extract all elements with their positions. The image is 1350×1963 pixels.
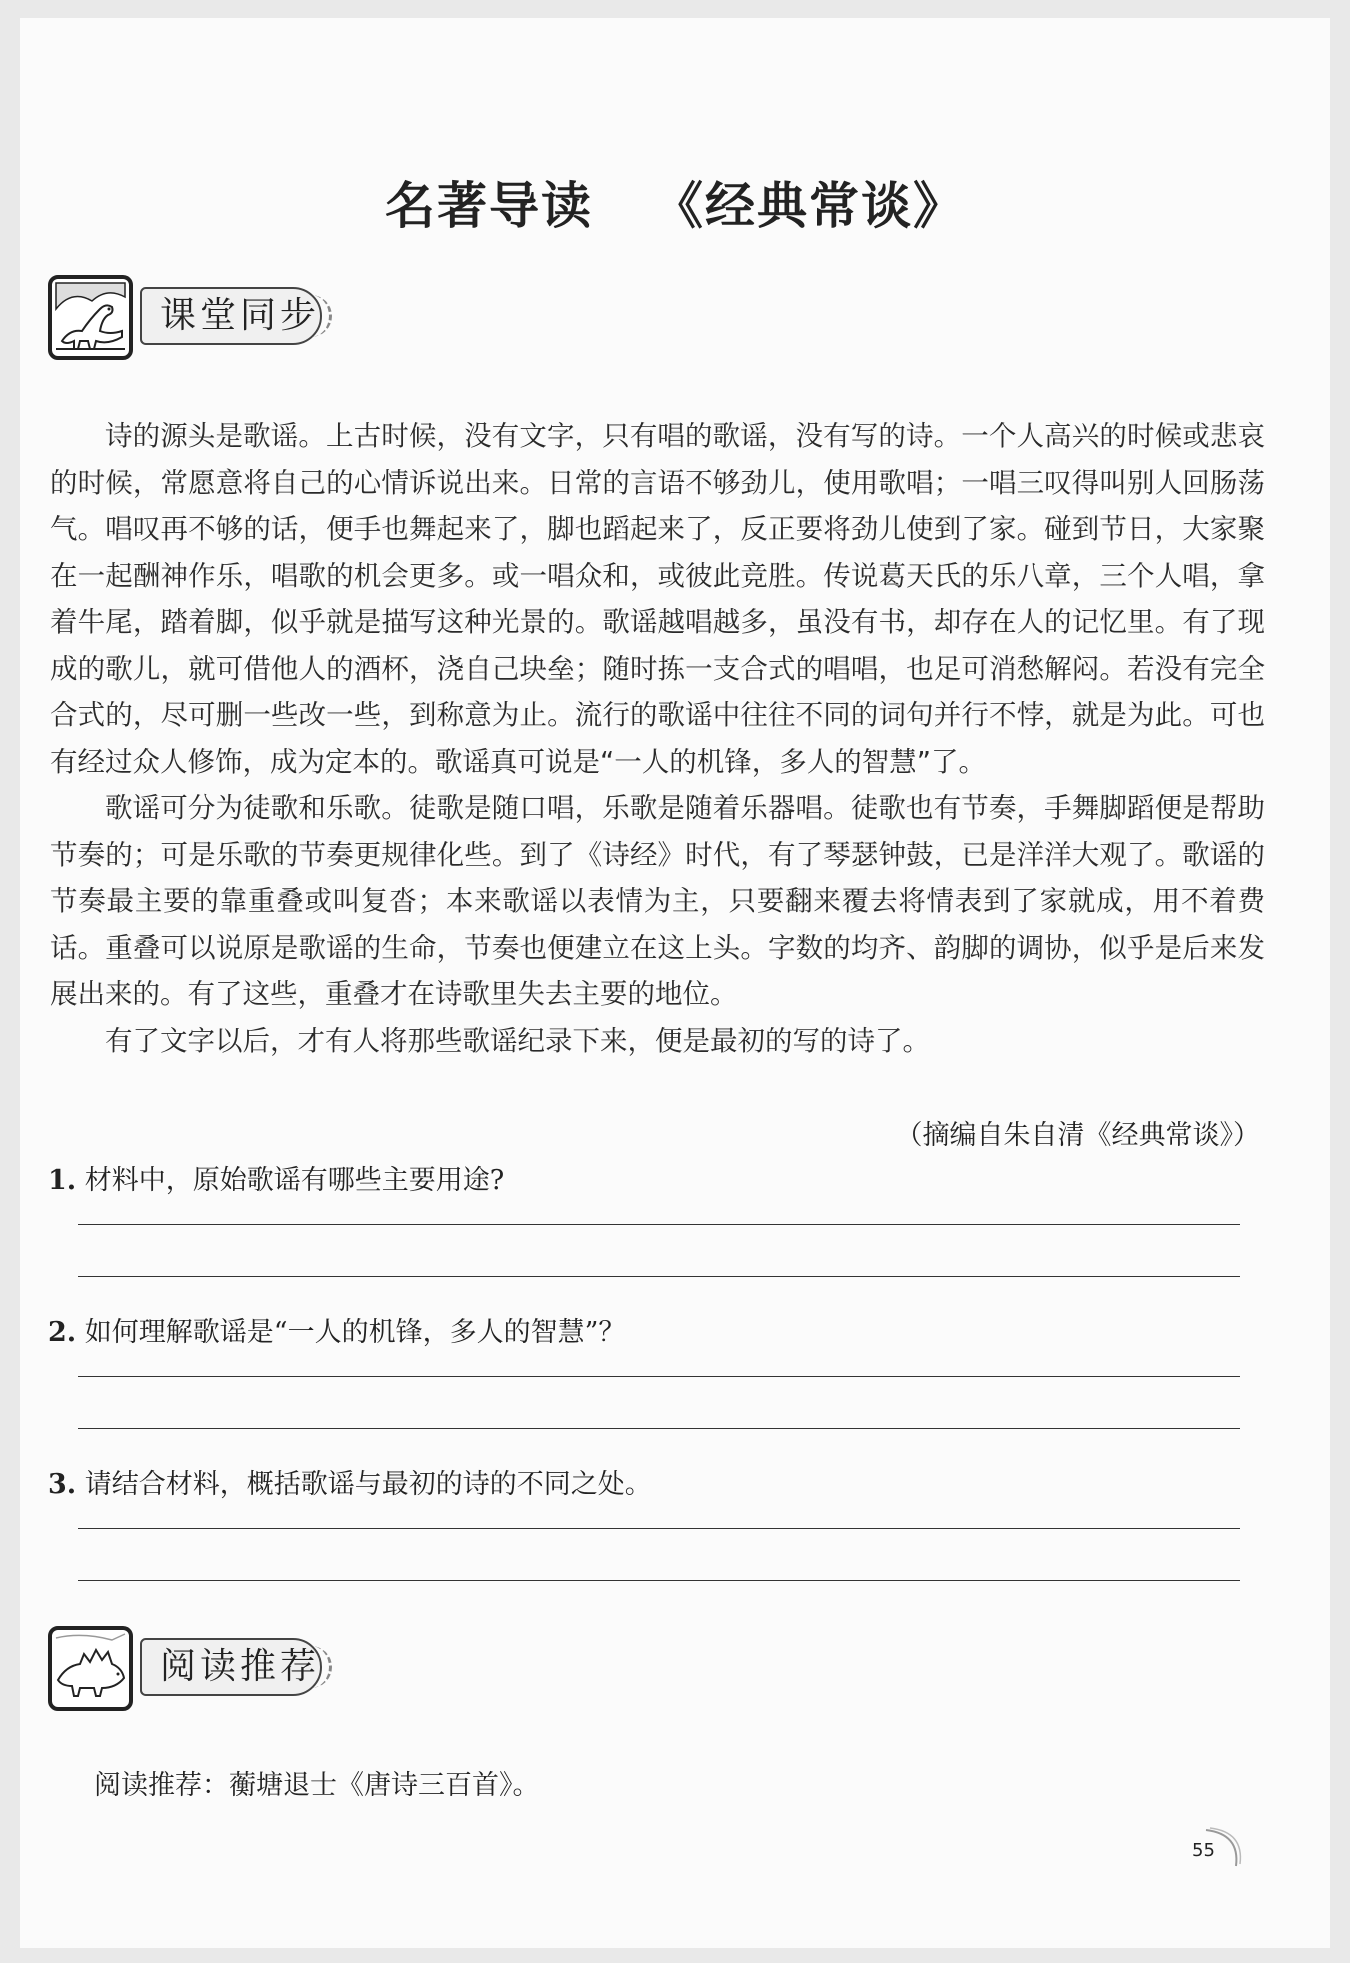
section-label: 课堂同步: [140, 287, 322, 345]
answer-line[interactable]: [78, 1528, 1240, 1529]
question-number: 2.: [48, 1317, 77, 1348]
page-number: 55: [1192, 1840, 1215, 1861]
section-label: 阅读推荐: [140, 1638, 322, 1696]
passage-paragraph: 诗的源头是歌谣。上古时候，没有文字，只有唱的歌谣，没有写的诗。一个人高兴的时候或悲哀的时候，常愿意将自己的心情诉说出来。日常的言语不够劲儿，使用歌唱；一唱三叹得叫别人回肠荡气。唱叹再不够的话，便手也舞起来了，脚也蹈起来了，反正要将劲儿使到了家。碰到节日，大家聚在一起酬神作乐，唱歌的机会更多。或一唱众和，或彼此竞胜。传说葛天氏的乐八章，三个人唱，拿着牛尾，踏着脚，似乎就是描写这种光景的。歌谣越唱越多，虽没有书，却存在人的记忆里。有了现成的歌儿，就可借他人的酒杯，浇自己块垒；随时拣一支合式的唱唱，也足可消愁解闷。若没有完全合式的，尽可删一些改一些，到称意为止。流行的歌谣中往往不同的词句并行不悖，就是为此。可也有经过众人修饰，成为定本的。歌谣真可说是“一人的机锋，多人的智慧”了。: [50, 420, 1265, 778]
stegosaurus-icon: [48, 1626, 133, 1711]
title-part2: 《经典常谈》: [653, 177, 965, 235]
reading-passage: [50, 413, 1265, 1064]
answer-line[interactable]: [78, 1428, 1240, 1429]
question-text: 如何理解歌谣是“一人的机锋，多人的智慧”？: [84, 1317, 626, 1348]
question-number: 1.: [48, 1165, 77, 1196]
passage-source: （摘编自朱自清《经典常谈》）: [895, 1120, 1260, 1151]
answer-line[interactable]: [78, 1580, 1240, 1581]
page-title: [20, 166, 1330, 238]
answer-line[interactable]: [78, 1276, 1240, 1277]
question-2: [48, 1310, 625, 1349]
workbook-page: [20, 18, 1330, 1948]
question-number: 3.: [48, 1469, 77, 1500]
question-text: 材料中，原始歌谣有哪些主要用途?: [84, 1165, 505, 1196]
question-1: [48, 1158, 504, 1197]
reading-recommendation: 阅读推荐：蘅塘退士《唐诗三百首》。: [94, 1770, 540, 1801]
dinosaur-icon: [48, 275, 133, 360]
question-3: [48, 1462, 652, 1501]
passage-paragraph: 有了文字以后，才有人将那些歌谣纪录下来，便是最初的写的诗了。: [105, 1024, 930, 1057]
answer-line[interactable]: [78, 1224, 1240, 1225]
question-text: 请结合材料，概括歌谣与最初的诗的不同之处。: [84, 1469, 652, 1500]
passage-paragraph: 歌谣可分为徒歌和乐歌。徒歌是随口唱，乐歌是随着乐器唱。徒歌也有节奏，手舞脚蹈便是帮助节奏的；可是乐歌的节奏更规律化些。到了《诗经》时代，有了琴瑟钟鼓，已是洋洋大观了。歌谣的节奏最主要的靠重叠或叫复沓；本来歌谣以表情为主，只要翻来覆去将情表到了家就成，用不着费话。重叠可以说原是歌谣的生命，节奏也便建立在这上头。字数的均齐、韵脚的调协，似乎是后来发展出来的。有了这些，重叠才在诗歌里失去主要的地位。: [50, 792, 1265, 1010]
title-part1: 名著导读: [385, 177, 593, 235]
answer-line[interactable]: [78, 1376, 1240, 1377]
